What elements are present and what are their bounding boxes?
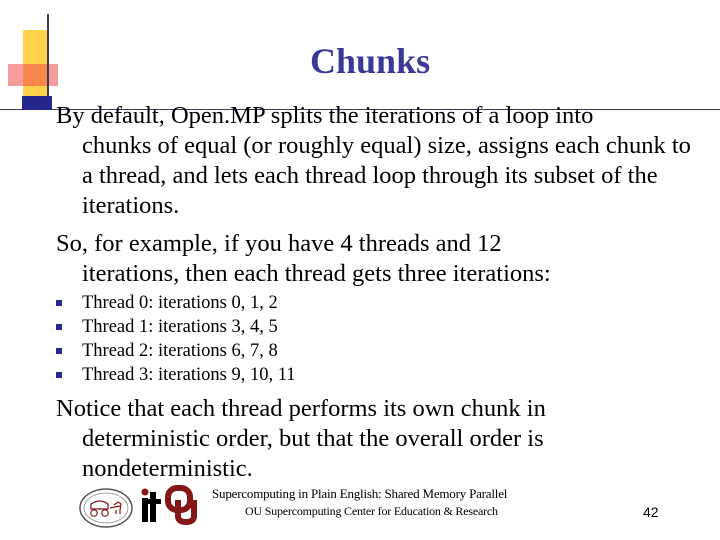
list-item-text: Thread 1: iterations 3, 4, 5 [82, 317, 278, 337]
it-ou-logo-icon [140, 484, 206, 526]
paragraph-first-line: By default, Open.MP splits the iterations of a loop into [56, 102, 594, 129]
decor-red-bar [8, 64, 58, 86]
decor-blue-block [22, 96, 52, 110]
footer-course-title: Supercomputing in Plain English: Shared Memory Parallel [212, 486, 508, 501]
list-item-text: Thread 3: iterations 9, 10, 11 [82, 365, 296, 385]
thread-iteration-list [56, 291, 296, 387]
list-item [56, 315, 296, 339]
bullet-square-icon [56, 348, 62, 354]
list-item-text: Thread 2: iterations 6, 7, 8 [82, 341, 278, 361]
paragraph-notice [56, 394, 696, 484]
paragraph-continuation: deterministic order, but that the overall order is nondeterministic. [82, 425, 544, 482]
list-item [56, 363, 296, 387]
paragraph-continuation: chunks of equal (or roughly equal) size, assigns each chunk to a thread, and lets each thread loop through its subset of the iterations. [82, 132, 691, 219]
bullet-square-icon [56, 300, 62, 306]
list-item [56, 291, 296, 315]
bullet-square-icon [56, 324, 62, 330]
wagon-seal-logo-icon [78, 487, 134, 529]
list-item [56, 339, 296, 363]
bullet-square-icon [56, 372, 62, 378]
paragraph-continuation: iterations, then each thread gets three iterations: [82, 260, 551, 287]
list-item-text: Thread 0: iterations 0, 1, 2 [82, 293, 278, 313]
paragraph-first-line: So, for example, if you have 4 threads and 12 [56, 230, 502, 257]
decor-vertical-line [47, 14, 49, 106]
footer-organization: OU Supercomputing Center for Education & Research [245, 504, 498, 518]
paragraph-first-line: Notice that each thread performs its own chunk in [56, 395, 546, 422]
page-number: 42 [643, 504, 659, 520]
slide-title: Chunks [310, 41, 431, 81]
paragraph-default-split [56, 101, 696, 221]
paragraph-example [56, 229, 696, 289]
